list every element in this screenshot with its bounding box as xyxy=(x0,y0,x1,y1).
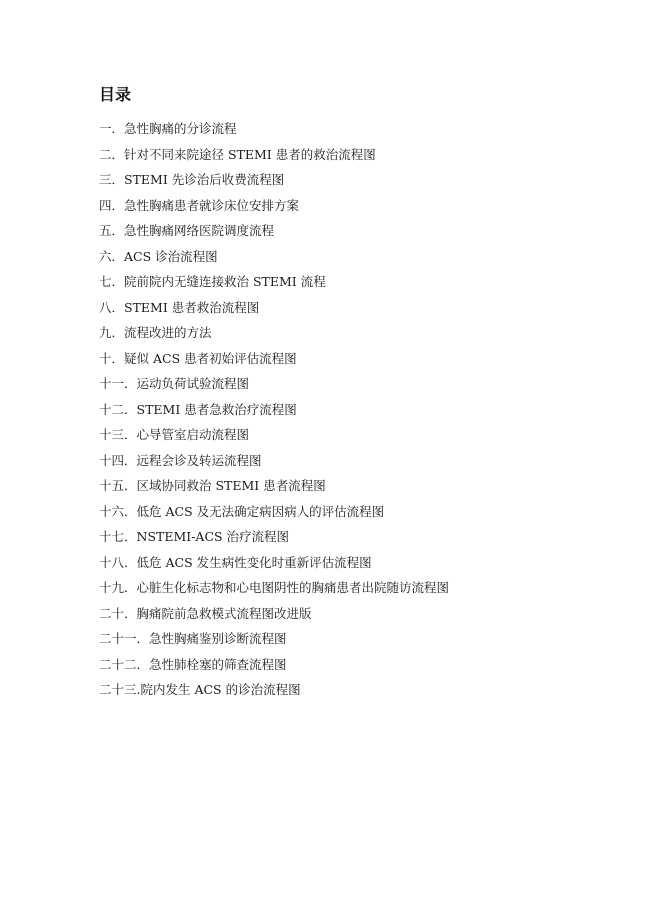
toc-item[interactable]: 四．急性胸痛患者就诊床位安排方案 xyxy=(99,197,300,213)
toc-item[interactable]: 一．急性胸痛的分诊流程 xyxy=(99,121,237,136)
toc-item[interactable]: 十七．NSTEMI-ACS 治疗流程图 xyxy=(99,529,290,544)
toc-item[interactable]: 二．针对不同来院途径 STEMI 患者的救治流程图 xyxy=(99,146,376,162)
toc-item[interactable]: 五．急性胸痛网络医院调度流程 xyxy=(99,223,275,238)
toc-item[interactable]: 十三．心导管室启动流程图 xyxy=(99,427,250,442)
toc-item[interactable]: 十五．区域协同救治 STEMI 患者流程图 xyxy=(99,478,326,493)
toc-item[interactable]: 六．ACS 诊治流程图 xyxy=(99,248,218,264)
table-of-contents xyxy=(99,84,619,703)
toc-item[interactable]: 十一．运动负荷试验流程图 xyxy=(99,376,250,391)
toc-item[interactable]: 十二．STEMI 患者急救治疗流程图 xyxy=(99,401,297,417)
toc-item[interactable]: 十四．远程会诊及转运流程图 xyxy=(99,452,262,468)
toc-item[interactable]: 十．疑似 ACS 患者初始评估流程图 xyxy=(99,350,297,366)
toc-item[interactable]: 七．院前院内无缝连接救治 STEMI 流程 xyxy=(99,274,326,289)
toc-item[interactable]: 二十一．急性胸痛鉴别诊断流程图 xyxy=(99,631,287,646)
toc-item[interactable]: 十九．心脏生化标志物和心电图阴性的胸痛患者出院随访流程图 xyxy=(99,580,450,595)
toc-item[interactable]: 八．STEMI 患者救治流程图 xyxy=(99,299,260,315)
toc-item[interactable]: 二十二．急性肺栓塞的筛查流程图 xyxy=(99,656,287,672)
toc-item[interactable]: 二十三.院内发生 ACS 的诊治流程图 xyxy=(99,682,301,697)
toc-item[interactable]: 二十．胸痛院前急救模式流程图改进版 xyxy=(99,605,312,621)
toc-item[interactable]: 十六．低危 ACS 及无法确定病因病人的评估流程图 xyxy=(99,503,385,519)
toc-item[interactable]: 三．STEMI 先诊治后收费流程图 xyxy=(99,172,285,187)
toc-title: 目录 xyxy=(99,85,132,104)
toc-item[interactable]: 九．流程改进的方法 xyxy=(99,325,212,340)
toc-item[interactable]: 十八．低危 ACS 发生病性变化时重新评估流程图 xyxy=(99,554,372,570)
toc-list xyxy=(99,116,619,703)
